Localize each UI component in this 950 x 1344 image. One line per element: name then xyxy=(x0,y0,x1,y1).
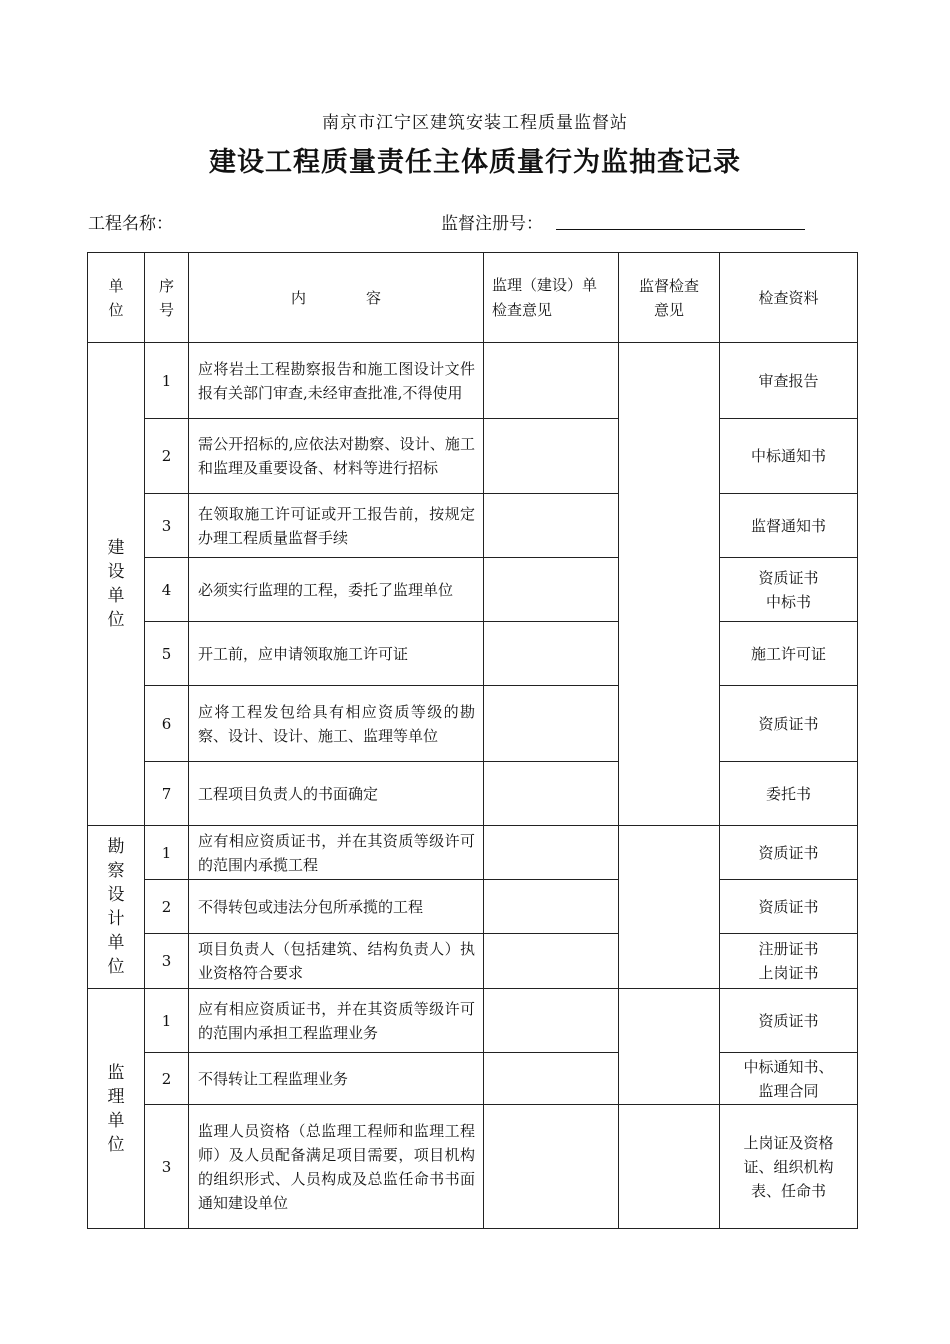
table-row xyxy=(88,686,858,762)
table-row xyxy=(88,762,858,826)
row-material: 审查报告 xyxy=(720,343,858,419)
supervision-opinion-cell[interactable] xyxy=(484,343,619,419)
row-content: 开工前，应申请领取施工许可证 xyxy=(189,622,484,686)
row-content: 应有相应资质证书，并在其资质等级许可的范围内承担工程监理业务 xyxy=(189,989,484,1053)
registration-number-label: 监督注册号： xyxy=(441,214,543,234)
row-number: 3 xyxy=(145,494,189,558)
row-material: 资质证书 xyxy=(720,826,858,880)
row-material: 中标通知书 xyxy=(720,419,858,494)
supervision-opinion-cell[interactable] xyxy=(484,826,619,880)
inspection-opinion-cell[interactable] xyxy=(619,343,720,826)
row-material: 委托书 xyxy=(720,762,858,826)
row-material: 中标通知书、 监理合同 xyxy=(720,1053,858,1105)
row-content: 不得转包或违法分包所承揽的工程 xyxy=(189,880,484,934)
row-material: 监督通知书 xyxy=(720,494,858,558)
header-seq: 序 号 xyxy=(145,253,189,343)
supervision-opinion-cell[interactable] xyxy=(484,934,619,989)
row-number: 7 xyxy=(145,762,189,826)
table-row xyxy=(88,934,858,989)
row-content: 监理人员资格（总监理工程师和监理工程师）及人员配备满足项目需要，项目机构的组织形式、人员构成及总监任命书书面通知建设单位 xyxy=(189,1105,484,1229)
unit-construction: 建 设 单 位 xyxy=(88,343,145,826)
row-material: 上岗证及资格证、组织机构表、任命书 xyxy=(720,1105,858,1229)
table-row xyxy=(88,826,858,880)
row-content: 需公开招标的,应依法对勘察、设计、施工和监理及重要设备、材料等进行招标 xyxy=(189,419,484,494)
supervision-opinion-cell[interactable] xyxy=(484,762,619,826)
row-number: 3 xyxy=(145,1105,189,1229)
inspection-opinion-cell[interactable] xyxy=(619,1105,720,1229)
header-unit: 单 位 xyxy=(88,253,145,343)
table-row xyxy=(88,880,858,934)
inspection-opinion-cell[interactable] xyxy=(619,989,720,1105)
supervision-opinion-cell[interactable] xyxy=(484,558,619,622)
table-header-row xyxy=(88,253,858,343)
supervision-opinion-cell[interactable] xyxy=(484,686,619,762)
header-materials: 检查资料 xyxy=(720,253,858,343)
row-number: 2 xyxy=(145,880,189,934)
header-inspection-opinion: 监督检查 意见 xyxy=(619,253,720,343)
supervision-opinion-cell[interactable] xyxy=(484,1053,619,1105)
row-material: 资质证书 中标书 xyxy=(720,558,858,622)
row-material: 注册证书 上岗证书 xyxy=(720,934,858,989)
supervision-opinion-cell[interactable] xyxy=(484,989,619,1053)
supervision-opinion-cell[interactable] xyxy=(484,880,619,934)
inspection-opinion-cell[interactable] xyxy=(619,826,720,989)
table-row xyxy=(88,343,858,419)
row-number: 1 xyxy=(145,343,189,419)
row-content: 在领取施工许可证或开工报告前，按规定办理工程质量监督手续 xyxy=(189,494,484,558)
row-number: 2 xyxy=(145,419,189,494)
row-number: 3 xyxy=(145,934,189,989)
supervision-opinion-cell[interactable] xyxy=(484,622,619,686)
row-content: 应将岩土工程勘察报告和施工图设计文件报有关部门审查,未经审查批准,不得使用 xyxy=(189,343,484,419)
row-number: 6 xyxy=(145,686,189,762)
row-number: 1 xyxy=(145,989,189,1053)
row-number: 5 xyxy=(145,622,189,686)
unit-survey-design: 勘 察 设 计 单 位 xyxy=(88,826,145,989)
row-material: 资质证书 xyxy=(720,989,858,1053)
row-content: 项目负责人（包括建筑、结构负责人）执业资格符合要求 xyxy=(189,934,484,989)
row-content: 必须实行监理的工程，委托了监理单位 xyxy=(189,558,484,622)
row-content: 不得转让工程监理业务 xyxy=(189,1053,484,1105)
table-row xyxy=(88,622,858,686)
organization-name: 南京市江宁区建筑安装工程质量监督站 xyxy=(322,113,628,133)
header-supervision-opinion: 监理（建设）单 检查意见 xyxy=(484,253,619,343)
table-row xyxy=(88,494,858,558)
inspection-record-table xyxy=(87,252,858,1229)
table-row xyxy=(88,558,858,622)
row-number: 1 xyxy=(145,826,189,880)
row-content: 应有相应资质证书，并在其资质等级许可的范围内承揽工程 xyxy=(189,826,484,880)
supervision-opinion-cell[interactable] xyxy=(484,494,619,558)
supervision-opinion-cell[interactable] xyxy=(484,419,619,494)
row-material: 资质证书 xyxy=(720,686,858,762)
supervision-opinion-cell[interactable] xyxy=(484,1105,619,1229)
document-title: 建设工程质量责任主体质量行为监抽查记录 xyxy=(209,147,741,178)
registration-number-blank xyxy=(556,229,805,230)
table-row xyxy=(88,419,858,494)
row-content: 工程项目负责人的书面确定 xyxy=(189,762,484,826)
table-row xyxy=(88,989,858,1053)
row-content: 应将工程发包给具有相应资质等级的勘察、设计、设计、施工、监理等单位 xyxy=(189,686,484,762)
project-name-label: 工程名称： xyxy=(88,214,173,234)
header-content: 内 容 xyxy=(189,253,484,343)
table-row xyxy=(88,1053,858,1105)
row-material: 资质证书 xyxy=(720,880,858,934)
row-number: 4 xyxy=(145,558,189,622)
row-material: 施工许可证 xyxy=(720,622,858,686)
row-number: 2 xyxy=(145,1053,189,1105)
unit-supervision: 监 理 单 位 xyxy=(88,989,145,1229)
table-row xyxy=(88,1105,858,1229)
